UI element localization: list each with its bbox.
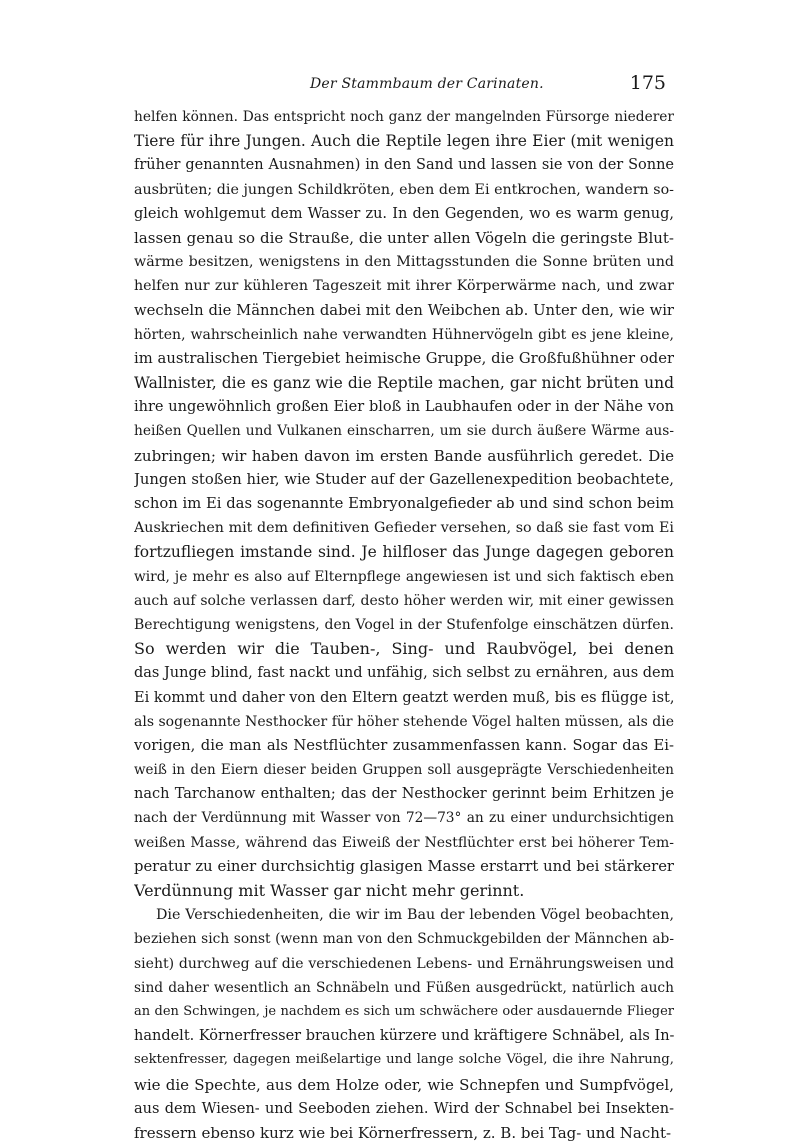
text-line: wärme besitzen, wenigstens in den Mittagsstunden die Sonne brüten und xyxy=(134,254,674,271)
text-line: handelt. Körnerfresser brauchen kürzere und kräftigere Schnäbel, als In- xyxy=(134,1028,674,1045)
text-line: sektenfresser, dagegen meißelartige und lange solche Vögel, die ihre Nahrung, xyxy=(134,1052,674,1068)
text-line: aus dem Wiesen- und Seeboden ziehen. Wird der Schnabel bei Insekten- xyxy=(134,1100,674,1117)
text-line: ausbrüten; die jungen Schildkröten, eben dem Ei entkrochen, wandern so- xyxy=(134,181,674,198)
text-line: sieht) durchweg auf die verschiedenen Lebens- und Ernährungsweisen und xyxy=(134,955,674,972)
text-line: helfen nur zur kühleren Tageszeit mit ihrer Körperwärme nach, und zwar xyxy=(134,278,674,295)
text-line: zubringen; wir haben davon im ersten Bande ausführlich geredet. Die xyxy=(134,446,674,465)
text-line: wie die Spechte, aus dem Holze oder, wie Schnepfen und Sumpfvögel, xyxy=(134,1075,674,1094)
text-line: Jungen stoßen hier, wie Studer auf der Gazellenexpedition beobachtete, xyxy=(134,470,674,488)
text-line: So werden wir die Tauben-, Sing- und Raubvögel, bei denen xyxy=(134,639,674,659)
text-line: ihre ungewöhnlich großen Eier bloß in Laubhaufen oder in der Nähe von xyxy=(134,399,674,416)
text-line: schon im Ei das sogenannte Embryonalgefieder ab und sind schon beim xyxy=(134,495,674,512)
text-line: früher genannten Ausnahmen) in den Sand und lassen sie von der Sonne xyxy=(134,157,674,174)
text-line: vorigen, die man als Nestflüchter zusammenfassen kann. Sogar das Ei- xyxy=(134,736,674,754)
paragraph xyxy=(134,105,674,903)
text-line: gleich wohlgemut dem Wasser zu. In den Gegenden, wo es warm genug, xyxy=(134,205,674,222)
text-line: auch auf solche verlassen darf, desto höher werden wir, mit einer gewissen xyxy=(134,592,674,609)
text-line: heißen Quellen und Vulkanen einscharren, um sie durch äußere Wärme aus- xyxy=(134,423,674,440)
text-line: wird, je mehr es also auf Elternpflege angewiesen ist und sich faktisch eben xyxy=(134,568,674,585)
text-line: Die Verschiedenheiten, die wir im Bau der lebenden Vögel beobachten, xyxy=(156,907,674,924)
text-line: Auskriechen mit dem definitiven Gefieder versehen, so daß sie fast vom Ei xyxy=(134,520,674,537)
text-line: peratur zu einer durchsichtig glasigen Masse erstarrt und bei stärkerer xyxy=(134,857,674,875)
paragraph xyxy=(134,903,674,1145)
text-line: als sogenannte Nesthocker für höher stehende Vögel halten müssen, als die xyxy=(134,713,674,730)
text-line: im australischen Tiergebiet heimische Gruppe, die Großfußhühner oder xyxy=(134,349,674,367)
text-line: hörten, wahrscheinlich nahe verwandten Hühnervögeln gibt es jene kleine, xyxy=(134,326,674,343)
text-line: Ei kommt und daher von den Eltern geatzt werden muß, bis es flügge ist, xyxy=(134,689,674,706)
text-line: Tiere für ihre Jungen. Auch die Reptile legen ihre Eier (mit wenigen xyxy=(134,132,674,151)
text-line: nach Tarchanow enthalten; das der Nesthocker gerinnt beim Erhitzen je xyxy=(134,786,674,803)
text-line: Verdünnung mit Wasser gar nicht mehr gerinnt. xyxy=(134,881,525,900)
text-line: nach der Verdünnung mit Wasser von 72—73° an zu einer undurchsichtigen xyxy=(134,810,674,827)
text-line: weiß in den Eiern dieser beiden Gruppen soll ausgeprägte Verschiedenheiten xyxy=(134,762,674,779)
text-line: weißen Masse, während das Eiweiß der Nestflüchter erst bei höherer Tem- xyxy=(134,834,674,851)
text-line: lassen genau so die Strauße, die unter allen Vögeln die geringste Blut- xyxy=(134,228,674,247)
page-header xyxy=(134,72,674,102)
text-line: Wallnister, die es ganz wie die Reptile machen, gar nicht brüten und xyxy=(134,374,674,393)
body-text xyxy=(134,105,674,1145)
text-line: helfen können. Das entspricht noch ganz der mangelnden Fürsorge niederer xyxy=(134,109,674,125)
running-head: Der Stammbaum der Carinaten. xyxy=(310,76,544,92)
text-line: an den Schwingen, je nachdem es sich um schwächere oder ausdauernde Flieger xyxy=(134,1003,674,1019)
text-line: sind daher wesentlich an Schnäbeln und Füßen ausgedrückt, natürlich auch xyxy=(134,979,674,996)
text-line: beziehen sich sonst (wenn man von den Schmuckgebilden der Männchen ab- xyxy=(134,931,674,948)
text-line: fortzufliegen imstande sind. Je hilfloser das Junge dagegen geboren xyxy=(134,543,674,562)
page-number: 175 xyxy=(629,72,666,94)
text-line: fressern ebenso kurz wie bei Körnerfressern, z. B. bei Tag- und Nacht- xyxy=(134,1123,672,1142)
text-line: Berechtigung wenigstens, den Vogel in der Stufenfolge einschätzen dürfen. xyxy=(134,616,674,633)
text-line: wechseln die Männchen dabei mit den Weibchen ab. Unter den, wie wir xyxy=(134,301,674,319)
text-line: das Junge blind, fast nackt und unfähig, sich selbst zu ernähren, aus dem xyxy=(134,665,674,682)
